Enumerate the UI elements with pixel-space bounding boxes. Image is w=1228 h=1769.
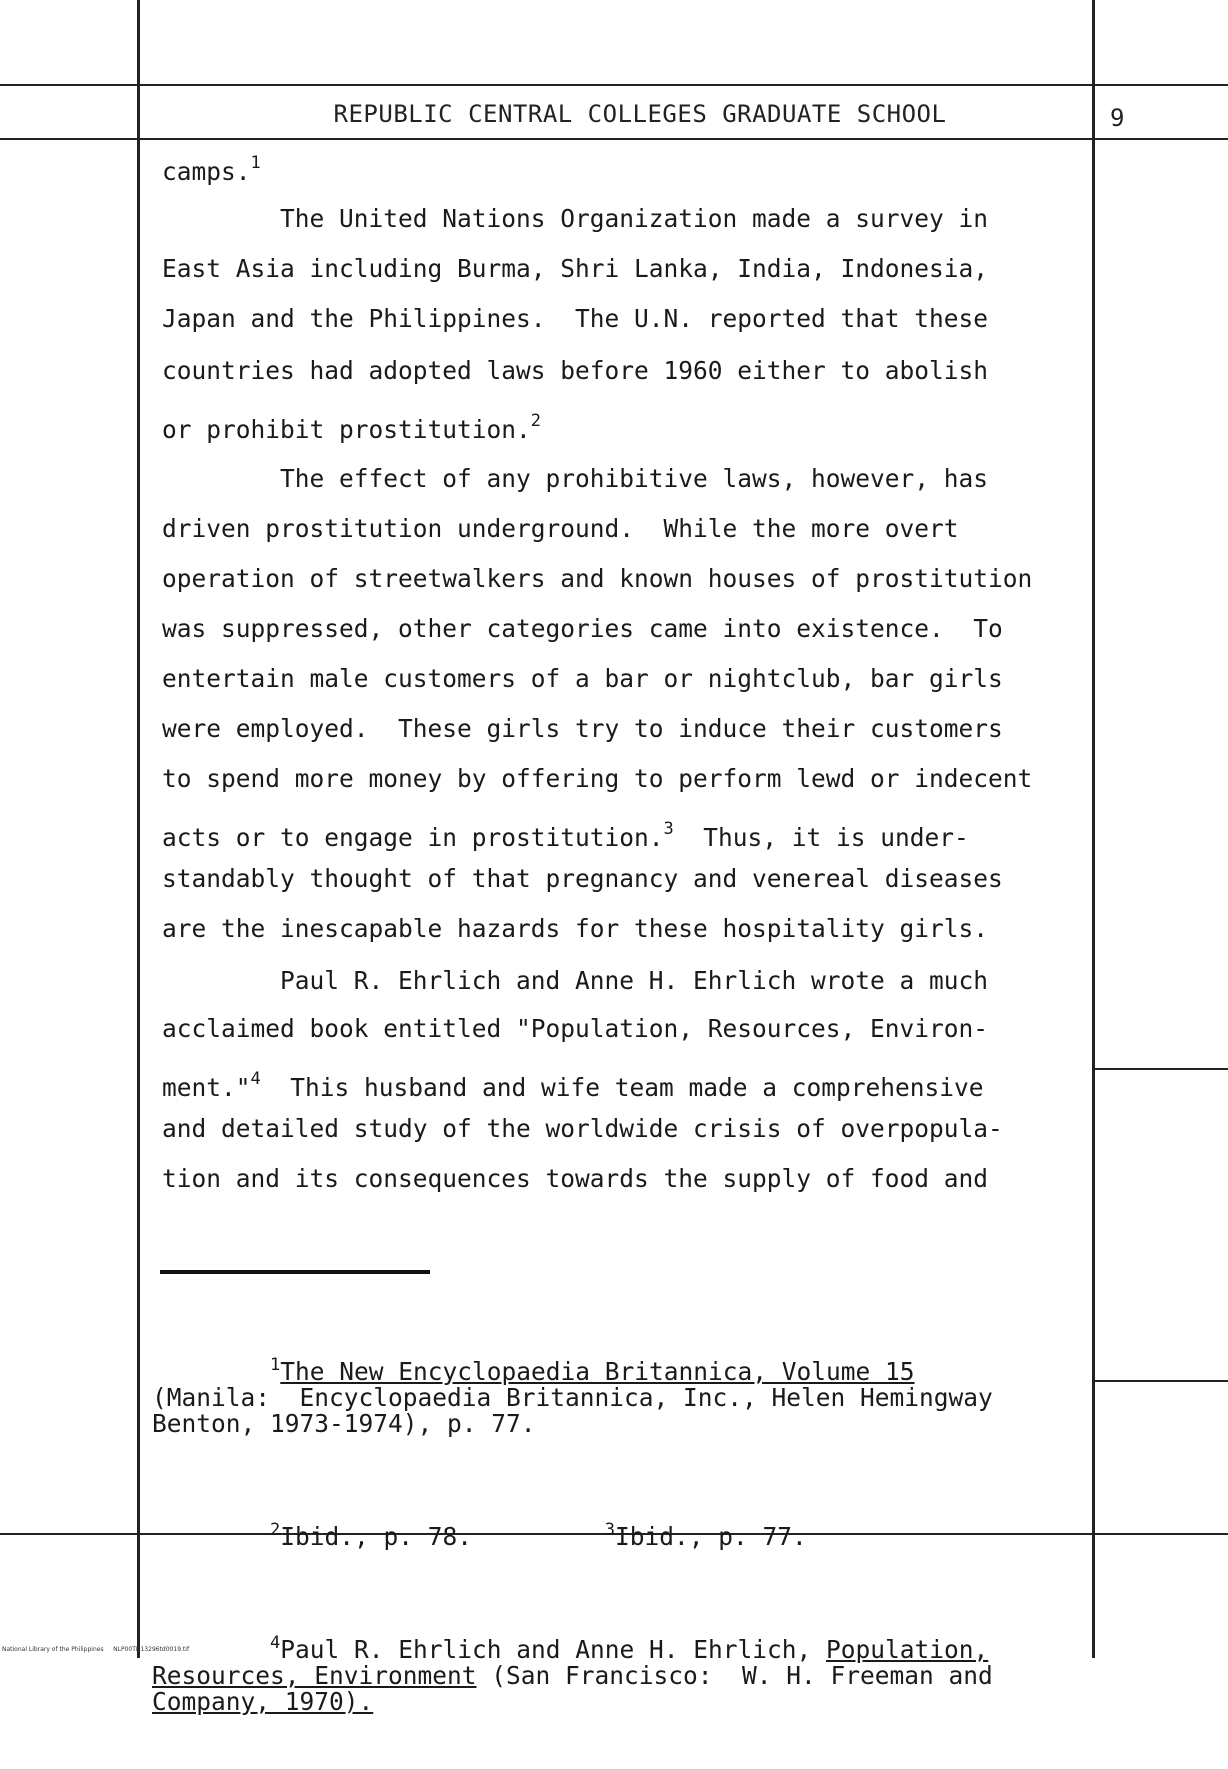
body-line-2: The United Nations Organization made a survey in bbox=[162, 204, 989, 233]
body-line-18: acclaimed book entitled "Population, Resources, Environ- bbox=[162, 1014, 989, 1043]
scan-footer-file: NLP00TD13296td0019.tif bbox=[113, 1646, 190, 1653]
footnote-2-3-row bbox=[152, 1517, 1072, 1550]
footnote-4-text: Paul R. Ehrlich and Anne H. Ehrlich, bbox=[280, 1635, 827, 1664]
scan-footer bbox=[2, 1646, 189, 1653]
footnote-2-text: Ibid., p. 78. bbox=[280, 1522, 473, 1551]
page-number: 9 bbox=[1110, 104, 1125, 132]
body-line-8: driven prostitution underground. While the more overt bbox=[162, 514, 959, 543]
body-line-10: was suppressed, other categories came into existence. To bbox=[162, 614, 1003, 643]
footnote-2-mark: 2 bbox=[270, 1520, 281, 1540]
footnote-1 bbox=[152, 1352, 1072, 1437]
footnote-ref-4: 4 bbox=[250, 1069, 261, 1089]
scan-footer-library: National Library of the Philippines bbox=[2, 1646, 104, 1653]
footnote-1-mark: 1 bbox=[270, 1355, 281, 1375]
header-top-rule bbox=[0, 84, 1228, 86]
body-line-13: to spend more money by offering to perform lewd or indecent bbox=[162, 764, 1033, 793]
footnote-separator bbox=[160, 1270, 430, 1274]
body-line-6: or prohibit prostitution.$^2$ bbox=[162, 411, 542, 444]
body-line-14: acts or to engage in prostitution.$^3$ Thus, it is under- bbox=[162, 819, 969, 852]
body-line-7: The effect of any prohibitive laws, however, has bbox=[162, 464, 989, 493]
footnote-4-mark: 4 bbox=[270, 1633, 281, 1653]
footnote-ref-1: 1 bbox=[250, 153, 261, 173]
body-line-21: tion and its consequences towards the supply of food and bbox=[162, 1164, 989, 1193]
footnote-4-publisher: (San Francisco: W. H. Freeman and bbox=[476, 1661, 993, 1690]
footnote-4-title-a: Population, bbox=[826, 1635, 989, 1664]
right-margin-tick-2 bbox=[1092, 1380, 1228, 1382]
footnote-3-mark: 3 bbox=[604, 1520, 616, 1540]
body-line-11: entertain male customers of a bar or nightclub, bar girls bbox=[162, 664, 1003, 693]
body-line-16: are the inescapable hazards for these hospitality girls. bbox=[162, 914, 989, 943]
body-line-4: Japan and the Philippines. The U.N. reported that these bbox=[162, 304, 989, 333]
footnotes bbox=[152, 1300, 1072, 1769]
footnote-ref-3: 3 bbox=[663, 819, 674, 839]
right-margin-tick-1 bbox=[1092, 1068, 1228, 1070]
body-line-5: countries had adopted laws before 1960 either to abolish bbox=[162, 356, 989, 385]
footnote-4-title-c: Company, 1970). bbox=[152, 1687, 374, 1716]
page-header-title: REPUBLIC CENTRAL COLLEGES GRADUATE SCHOOL bbox=[333, 100, 947, 128]
footnote-ref-2: 2 bbox=[530, 411, 542, 431]
right-margin-rule bbox=[1092, 0, 1095, 1658]
body-line-3: East Asia including Burma, Shri Lanka, India, Indonesia, bbox=[162, 254, 989, 283]
footnote-4-title-b: Resources, Environment bbox=[152, 1661, 477, 1690]
footnote-4 bbox=[152, 1630, 1072, 1715]
footnote-1-title: The New Encyclopaedia Britannica, Volume 15 bbox=[280, 1357, 915, 1386]
footnote-1-text: (Manila: Encyclopaedia Britannica, Inc., Helen Hemingway Benton, 1973-1974), p. 77. bbox=[152, 1383, 993, 1438]
body-line-9: operation of streetwalkers and known houses of prostitution bbox=[162, 564, 1033, 593]
body-line-15: standably thought of that pregnancy and venereal diseases bbox=[162, 864, 1003, 893]
body-line-12: were employed. These girls try to induce their customers bbox=[162, 714, 1003, 743]
left-margin-rule bbox=[137, 0, 140, 1658]
footnote-3-text: Ibid., p. 77. bbox=[615, 1522, 807, 1551]
body-line-17: Paul R. Ehrlich and Anne H. Ehrlich wrote a much bbox=[162, 966, 989, 995]
body-line-1: camps.$^1$ bbox=[162, 153, 261, 186]
body-line-20: and detailed study of the worldwide crisis of overpopula- bbox=[162, 1114, 1003, 1143]
body-line-19: ment."$^4$ This husband and wife team made a comprehensive bbox=[162, 1069, 984, 1102]
